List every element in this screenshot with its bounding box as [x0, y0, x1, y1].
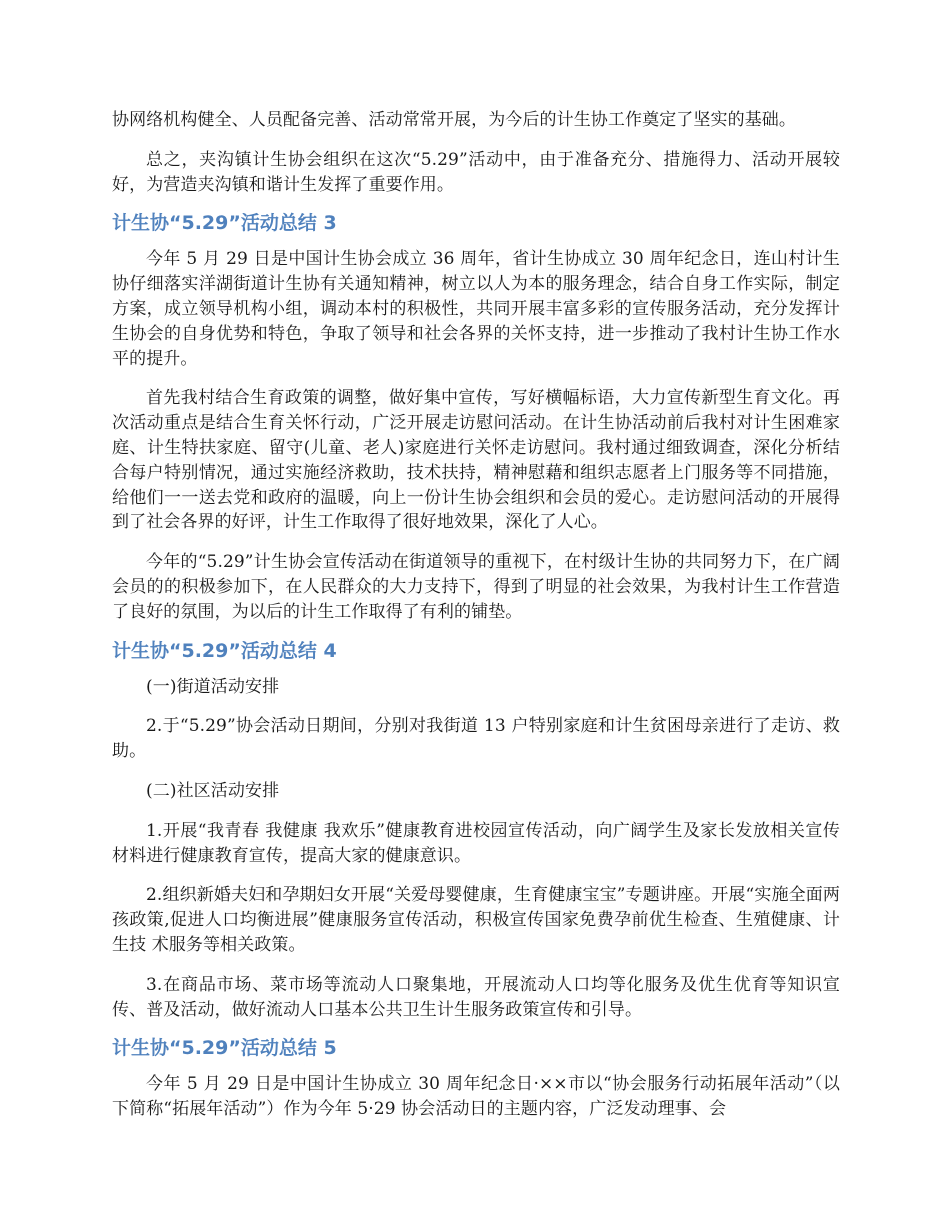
paragraph: 1.开展“我青春 我健康 我欢乐”健康教育进校园宣传活动，向广阔学生及家长发放相关宣传材料进行健康教育宣传，提高大家的健康意识。: [112, 820, 840, 866]
section-heading: 计生协“5.29”活动总结 5: [112, 1037, 337, 1060]
section-heading: 计生协“5.29”活动总结 3: [112, 212, 337, 235]
paragraph: 今年 5 月 29 日是中国计生协会成立 36 周年，省计生协成立 30 周年纪念日，连山村计生协仔细落实洋湖街道计生协有关通知精神，树立以人为本的服务理念，结合自身工作实际，制定方案，成立领导机构小组，调动本村的积极性，共同开展丰富多彩的宣传服务活动，充分发挥计生协会的自身优势和特色，争取了领导和社会各界的关怀支持，进一步推动了我村计生协工作水平的提升。: [112, 249, 840, 369]
section-heading: 计生协“5.29”活动总结 4: [112, 639, 337, 662]
paragraph: 2.组织新婚夫妇和孕期妇女开展“关爱母婴健康，生育健康宝宝”专题讲座。开展“实施全面两孩政策,促进人口均衡进展”健康服务宣传活动，积极宣传国家免费孕前优生检查、生殖健康、计生技 术服务等相关政策。: [112, 885, 840, 955]
paragraph: (二)社区活动安排: [146, 780, 280, 801]
paragraph: (一)街道活动安排: [146, 676, 280, 697]
paragraph: 今年的“5.29”计生协会宣传活动在街道领导的重视下，在村级计生协的共同努力下，在广阔会员的的积极参加下，在人民群众的大力支持下，得到了明显的社会效果，为我村计生工作营造了良好的氛围，为以后的计生工作取得了有利的铺垫。: [112, 552, 840, 622]
paragraph: 协网络机构健全、人员配备完善、活动常常开展，为今后的计生协工作奠定了坚实的基础。: [112, 110, 796, 130]
paragraph: 总之，夹沟镇计生协会组织在这次“5.29”活动中，由于准备充分、措施得力、活动开展较好，为营造夹沟镇和谐计生发挥了重要作用。: [112, 149, 840, 195]
paragraph: 今年 5 月 29 日是中国计生协成立 30 周年纪念日·××市以“协会服务行动拓展年活动”（以下简称“拓展年活动”）作为今年 5·29 协会活动日的主题内容，广泛发动理事、会: [112, 1074, 840, 1120]
document-page: [112, 108, 840, 1122]
paragraph: 2.于“5.29”协会活动日期间，分别对我街道 13 户特别家庭和计生贫困母亲进行了走访、救助。: [112, 716, 840, 762]
paragraph: 首先我村结合生育政策的调整，做好集中宣传，写好横幅标语，大力宣传新型生育文化。再次活动重点是结合生育关怀行动，广泛开展走访慰问活动。在计生协活动前后我村对计生困难家庭、计生特扶家庭、留守(儿童、老人)家庭进行关怀走访慰问。我村通过细致调查，深化分析结合每户特别情况，通过实施经济救助，技术扶持，精神慰藉和组织志愿者上门服务等不同措施，给他们一一送去党和政府的温暖，向上一份计生协会组织和会员的爱心。走访慰问活动的开展得到了社会各界的好评，计生工作取得了很好地效果，深化了人心。: [112, 388, 840, 533]
paragraph: 3.在商品市场、菜市场等流动人口聚集地，开展流动人口均等化服务及优生优育等知识宣传、普及活动，做好流动人口基本公共卫生计生服务政策宣传和引导。: [112, 974, 840, 1020]
